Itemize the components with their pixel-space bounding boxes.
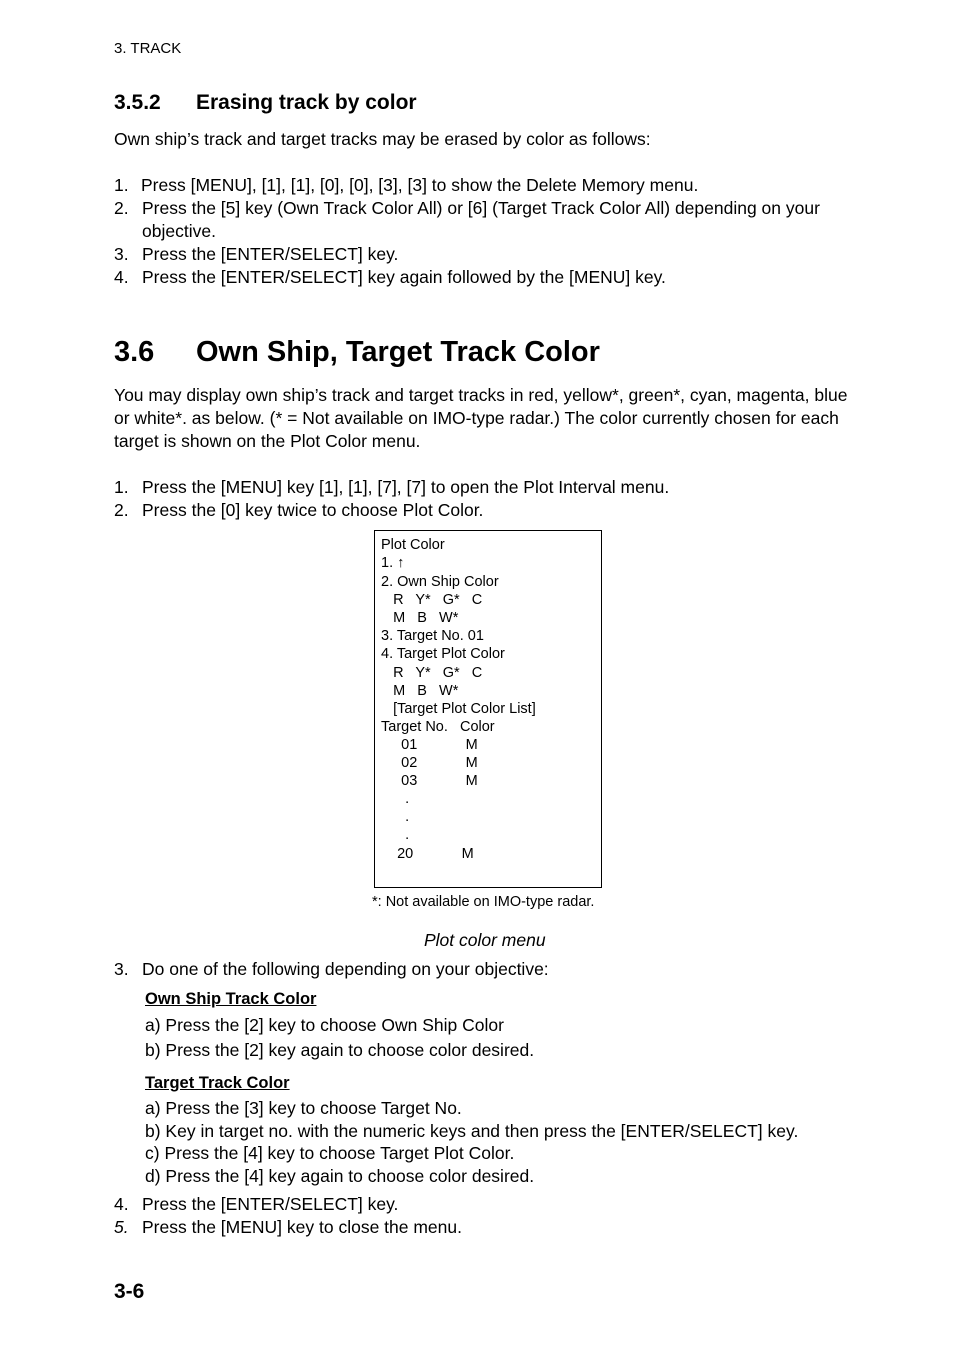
- menu-line: 1. ↑: [381, 555, 405, 572]
- substep-item: b) Key in target no. with the numeric keys and then press the [ENTER/SELECT] key.: [145, 1120, 799, 1141]
- section-title: Erasing track by color: [196, 91, 417, 114]
- menu-line: R Y* G* C: [381, 664, 483, 681]
- step-text: Press the [ENTER/SELECT] key again followed by the [MENU] key.: [142, 267, 666, 287]
- menu-line: Plot Color: [381, 537, 445, 553]
- step-list-final: [114, 1193, 874, 1239]
- substep-item: b) Press the [2] key again to choose color desired.: [145, 1040, 535, 1060]
- menu-line: .: [381, 791, 410, 808]
- running-header: 3. TRACK: [114, 40, 182, 57]
- menu-line: 02 M: [381, 755, 478, 772]
- step-item: [114, 1216, 874, 1239]
- menu-line: [Target Plot Color List]: [381, 700, 536, 717]
- step-number: 1.: [114, 477, 129, 497]
- menu-line: 4. Target Plot Color: [381, 646, 505, 663]
- step-item: [114, 476, 874, 499]
- step-number: 3.: [114, 244, 129, 264]
- menu-line: 3. Target No. 01: [381, 628, 484, 645]
- step-number: 4.: [114, 1194, 129, 1214]
- menu-line: M B W*: [381, 610, 459, 627]
- step-number: 1.: [114, 175, 129, 195]
- step-text: Press the [MENU] key [1], [1], [7], [7] to open the Plot Interval menu.: [142, 477, 670, 497]
- section-heading-3-5-2: [114, 91, 417, 115]
- plot-color-menu-figure: [374, 530, 602, 888]
- menu-line: 20 M: [381, 845, 474, 862]
- step-text: Press the [0] key twice to choose Plot Color.: [142, 500, 484, 520]
- step-number: 2.: [114, 500, 129, 520]
- menu-line: M B W*: [381, 682, 459, 699]
- step-text: Press the [5] key (Own Track Color All) or [6] (Target Track Color All) depending on your objective.: [142, 198, 820, 241]
- step-item: [114, 499, 874, 522]
- step-item: [114, 1193, 874, 1216]
- menu-line: 03 M: [381, 773, 478, 790]
- menu-line: Target No. Color: [381, 718, 495, 735]
- menu-line: 2. Own Ship Color: [381, 574, 499, 591]
- step-item: [114, 958, 874, 981]
- section-title: Own Ship, Target Track Color: [196, 336, 600, 368]
- step-item: [114, 266, 874, 289]
- figure-footnote: *: Not available on IMO-type radar.: [372, 894, 595, 910]
- step-text: Press the [MENU] key to close the menu.: [142, 1217, 462, 1237]
- menu-line: .: [381, 827, 410, 844]
- substep-item: a) Press the [2] key to choose Own Ship Color: [145, 1015, 504, 1035]
- step-number: 3.: [114, 959, 129, 979]
- step-text: Press [MENU], [1], [1], [0], [0], [3], [3] to show the Delete Memory menu.: [141, 175, 699, 195]
- target-substeps: [145, 1097, 798, 1187]
- subheading-target-track-color: Target Track Color: [145, 1074, 290, 1092]
- page-number: 3-6: [114, 1280, 145, 1303]
- step-list-plot-color: [114, 476, 874, 522]
- menu-line: .: [381, 809, 410, 826]
- menu-line: 01 M: [381, 736, 478, 753]
- section-number: 3.5.2: [114, 91, 161, 114]
- subheading-own-ship-track-color: Own Ship Track Color: [145, 990, 317, 1008]
- substep-item: d) Press the [4] key again to choose color desired.: [145, 1165, 535, 1186]
- step-text: Press the [ENTER/SELECT] key.: [142, 1194, 399, 1214]
- step-number: 2.: [114, 198, 129, 218]
- step-list-step3: [114, 958, 874, 981]
- section-number: 3.6: [114, 336, 155, 368]
- substep-item: a) Press the [3] key to choose Target No.: [145, 1098, 462, 1118]
- step-list-erase: [114, 174, 874, 289]
- step-item: [114, 197, 874, 243]
- step-number: 5.: [114, 1217, 129, 1237]
- figure-caption: Plot color menu: [424, 930, 546, 950]
- section-intro: Own ship’s track and target tracks may be erased by color as follows:: [114, 129, 651, 149]
- section-intro: You may display own ship’s track and target tracks in red, yellow*, green*, cyan, magenta, blue or white*. as below. (* = Not available on IMO-type radar.) The color currently chosen for each target is shown on the Plot Color menu.: [114, 385, 848, 451]
- step-text: Press the [ENTER/SELECT] key.: [142, 244, 399, 264]
- section-heading-3-6: [114, 336, 600, 369]
- menu-line: R Y* G* C: [381, 592, 483, 609]
- step-item: [114, 243, 874, 266]
- own-ship-substeps: [145, 1013, 534, 1063]
- step-number: 4.: [114, 267, 129, 287]
- substep-item: c) Press the [4] key to choose Target Plot Color.: [145, 1143, 515, 1163]
- step-text: Do one of the following depending on your objective:: [142, 959, 549, 979]
- step-item: [114, 174, 874, 197]
